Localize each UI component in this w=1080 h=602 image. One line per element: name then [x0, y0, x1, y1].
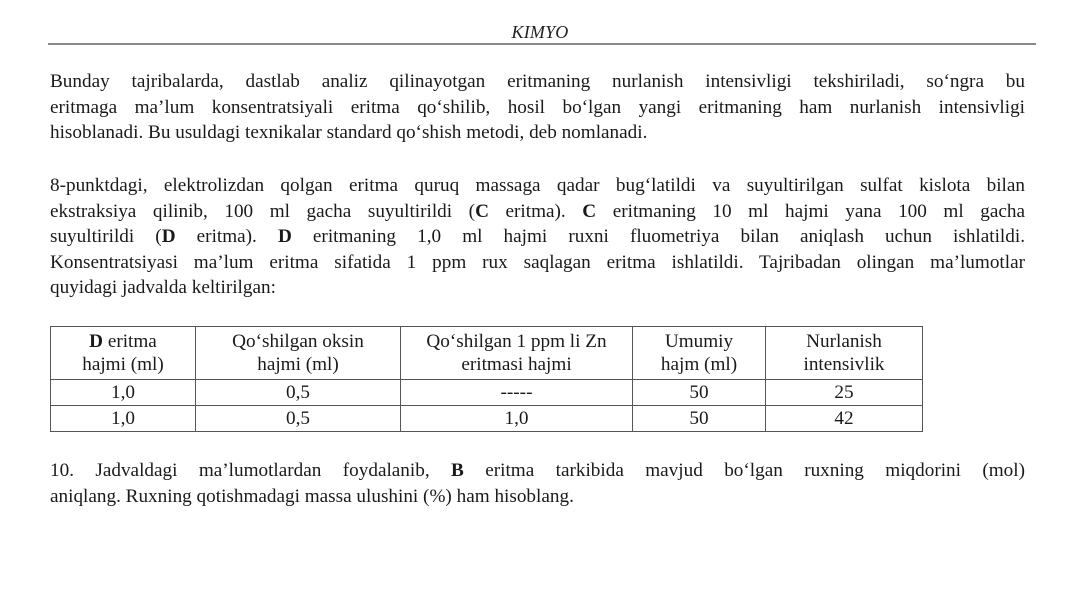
solution-label-d: D [161, 226, 176, 247]
header-text: eritmasi hajmi [461, 354, 572, 375]
solution-label-b: B [451, 460, 464, 481]
header-text: Qo‘shilgan oksin [232, 331, 364, 352]
table-cell: 1,0 [401, 406, 633, 432]
table-cell: 1,0 [51, 406, 196, 432]
header-text: Qo‘shilgan 1 ppm li Zn [426, 331, 607, 352]
question-paragraph [50, 458, 1025, 509]
text-span: eritma tarkibida mavjud bo‘lgan ruxning miqdorini (mol) [463, 460, 1025, 481]
results-table [50, 326, 923, 432]
table-cell: 0,5 [196, 380, 401, 406]
solution-label-d: D [89, 331, 104, 352]
table-row [51, 380, 923, 406]
procedure-line-3 [50, 224, 1025, 250]
table-cell: ----- [401, 380, 633, 406]
table-header-cell [766, 327, 923, 380]
table-cell: 50 [633, 406, 766, 432]
text-span: ekstraksiya qilinib, 100 ml gacha suyultirildi ( [50, 200, 476, 222]
table-header-cell [51, 327, 196, 380]
header-text: hajmi (ml) [82, 354, 164, 375]
text-span: suyultirildi ( [50, 226, 162, 247]
intro-paragraph [50, 69, 1025, 146]
table-cell: 25 [766, 380, 923, 406]
solution-label-d: D [277, 226, 292, 247]
table-header-cell [633, 327, 766, 380]
header-text: Umumiy [664, 331, 734, 352]
question-line-2: aniqlang. Ruxning qotishmadagi massa ulushini (%) ham hisoblang. [50, 485, 574, 507]
text-span: eritmaning 10 ml hajmi yana 100 ml gacha [596, 200, 1025, 222]
procedure-line-5: quyidagi jadvalda keltirilgan: [50, 277, 276, 298]
text-span: eritma). [175, 226, 278, 247]
text-span: eritma). [488, 200, 583, 222]
table-header-cell [401, 327, 633, 380]
text-span: 10. Jadvaldagi ma’lumotlardan foydalanib, [50, 460, 452, 481]
table-header-row [51, 327, 923, 380]
question-line-1 [50, 458, 1025, 484]
table-row [51, 406, 923, 432]
procedure-paragraph [50, 173, 1025, 301]
table-cell: 0,5 [196, 406, 401, 432]
solution-label-c: C [475, 200, 489, 222]
header-text: hajm (ml) [660, 354, 738, 375]
table-header-cell [196, 327, 401, 380]
page-header-title: KIMYO [511, 22, 569, 42]
procedure-line-2 [50, 199, 1025, 225]
header-text: Nurlanish [806, 331, 882, 352]
header-text: hajmi (ml) [257, 354, 339, 375]
table-cell: 50 [633, 380, 766, 406]
solution-label-c: C [582, 200, 597, 222]
intro-line-1: Bunday tajribalarda, dastlab analiz qilinayotgan eritmaning nurlanish intensivligi tekshiriladi, so‘ngra bu [50, 71, 1025, 92]
procedure-line-4: Konsentratsiyasi ma’lum eritma sifatida 1 ppm rux saqlagan eritma ishlatildi. Tajribadan olingan ma’lumotlar [50, 251, 1025, 273]
table-cell: 1,0 [51, 380, 196, 406]
intro-line-2: eritmaga ma’lum konsentratsiyali eritma qo‘shilib, hosil bo‘lgan yangi eritmaning ham nurlanish intensivligi [50, 96, 1025, 118]
text-span: eritmaning 1,0 ml hajmi ruxni fluometriya bilan aniqlash uchun ishlatildi. [291, 226, 1025, 247]
header-text: intensivlik [803, 354, 885, 375]
procedure-line-1: 8-punktdagi, elektrolizdan qolgan eritma quruq massaga qadar bug‘latildi va suyultirilgan sulfat kislota bilan [50, 175, 1025, 196]
header-divider [48, 43, 1036, 45]
header-text: eritma [103, 331, 157, 352]
intro-line-3: hisoblanadi. Bu usuldagi texnikalar standard qo‘shish metodi, deb nomlanadi. [50, 122, 648, 143]
table-cell: 42 [766, 406, 923, 432]
